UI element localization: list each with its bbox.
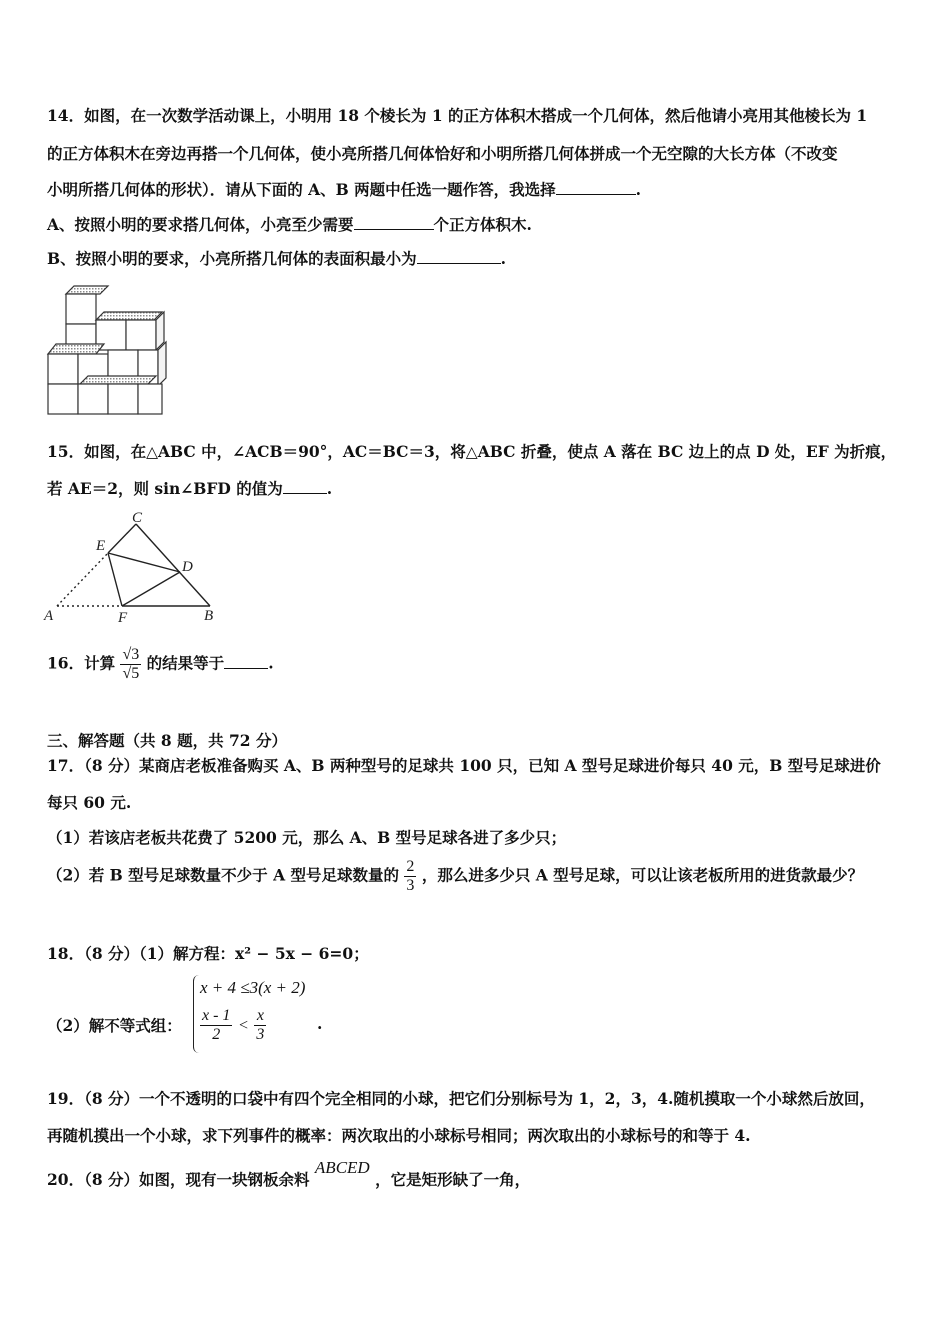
label-d: D [182,559,193,575]
section-3-heading: 三、解答题（共 8 题，共 72 分） [47,731,287,750]
q16-denominator: √5 [122,665,140,682]
q17-part-1: （1）若该店老板共花费了 5200 元，那么 A、B 型号足球各进了多少只； [47,828,567,847]
q17-fraction [404,858,416,895]
q14-line-3 [47,178,641,200]
q18-ineq2-right-num: x [254,1007,266,1026]
q17-part-2 [47,858,863,895]
segment-ef [108,553,122,606]
triangle-fold-figure [40,508,230,628]
q16-answer-blank[interactable] [224,654,268,669]
segment-ed [108,553,180,572]
label-f: F [118,610,128,626]
q18-ineq2-left [200,1007,232,1044]
q16-pre: 16．计算 [47,653,116,673]
q17-part-2-post: ，那么进多少只 A 型号足球，可以让该老板所用的进货款最少？ [421,865,864,885]
q14-option-b [47,247,506,269]
q17-line-1: 17．（8 分）某商店老板准备购买 A、B 两种型号的足球共 100 只，已知 A 型号足球进价每只 40 元，B 型号足球进价 [47,756,881,775]
q14-line-2: 的正方体积木在旁边再搭一个几何体，使小亮所搭几何体恰好和小明所搭几何体拼成一个无空隙的大长方体（不改变 [47,144,838,163]
q14-option-b-blank[interactable] [417,249,501,264]
q18-inequality-2 [200,1007,266,1044]
q18-ineq2-left-den: 2 [212,1026,221,1043]
segment-fd [122,572,180,606]
q15-line-2-end: . [326,479,333,498]
q16-post: 的结果等于 [146,653,225,673]
q20-line [47,1158,531,1190]
q15-answer-blank[interactable] [283,479,327,494]
cube-stack-figure [44,282,170,424]
q19-line-2: 再随机摸出一个小球，求下列事件的概率：两次取出的小球标号相同；两次取出的小球标号的和等于 4. [47,1126,751,1145]
q17-fraction-num: 2 [406,858,415,875]
q18-system-brace [193,975,200,1053]
q14-choice-blank[interactable] [556,180,636,195]
q14-line-3-text: 小明所搭几何体的形状）．请从下面的 A、B 两题中任选一题作答，我选择 [47,180,556,199]
q18-inequality-1: x + 4 ≤3(x + 2) [200,978,306,997]
q16-fraction [120,646,141,683]
q14-option-a [47,213,532,235]
q20-shape-name: ABCED [314,1158,370,1177]
q17-part-2-pre: （2）若 B 型号足球数量不少于 A 型号足球数量的 [47,865,399,885]
q16-end: . [268,653,274,673]
q15-line-2-pre: 若 AE＝2，则 sin∠BFD 的值为 [47,479,283,498]
q15-line-2 [47,477,332,499]
q18-end: . [317,1014,323,1033]
q14-option-a-post: 个正方体积木. [433,215,532,234]
q18-ineq2-lt: < [238,1017,249,1034]
q14-option-b-pre: B、按照小明的要求，小亮所搭几何体的表面积最小为 [47,249,417,268]
label-e: E [96,538,106,554]
q14-line-1: 14．如图，在一次数学活动课上，小明用 18 个棱长为 1 的正方体积木搭成一个几何体，然后他请小亮用其他棱长为 1 [47,106,868,125]
segment-ae [57,553,108,606]
q20-post: ，它是矩形缺了一角， [375,1170,531,1189]
q17-line-2: 每只 60 元. [47,793,132,812]
q16-numerator: √3 [122,646,140,663]
q17-fraction-den: 3 [406,877,415,894]
label-a: A [44,608,54,624]
q18-line-1: 18．（8 分）（1）解方程：x² − 5x − 6=0； [47,944,369,963]
q14-line-3-end: . [635,180,642,199]
label-b: B [204,608,214,624]
q16-line [47,646,274,683]
q15-line-1: 15．如图，在△ABC 中，∠ACB＝90°，AC＝BC＝3，将△ABC 折叠，使点 A 落在 BC 边上的点 D 处，EF 为折痕， [47,442,897,461]
q19-line-1: 19．（8 分）一个不透明的口袋中有四个完全相同的小球，把它们分别标号为 1，2，3，4.随机摸取一个小球然后放回， [47,1089,875,1108]
q14-option-b-post: . [500,249,507,268]
q18-ineq2-left-num: x - 1 [202,1007,231,1024]
q18-part-2-label: （2）解不等式组： [47,1016,182,1035]
q14-option-a-blank[interactable] [354,215,434,230]
segment-cb [136,524,210,606]
q18-ineq2-right-den: 3 [256,1026,265,1043]
q20-pre: 20．（8 分）如图，现有一块钢板余料 [47,1170,310,1189]
label-c: C [132,510,143,526]
q18-ineq2-right [254,1007,266,1044]
segment-ec [108,524,136,553]
q14-option-a-pre: A、按照小明的要求搭几何体，小亮至少需要 [47,215,354,234]
